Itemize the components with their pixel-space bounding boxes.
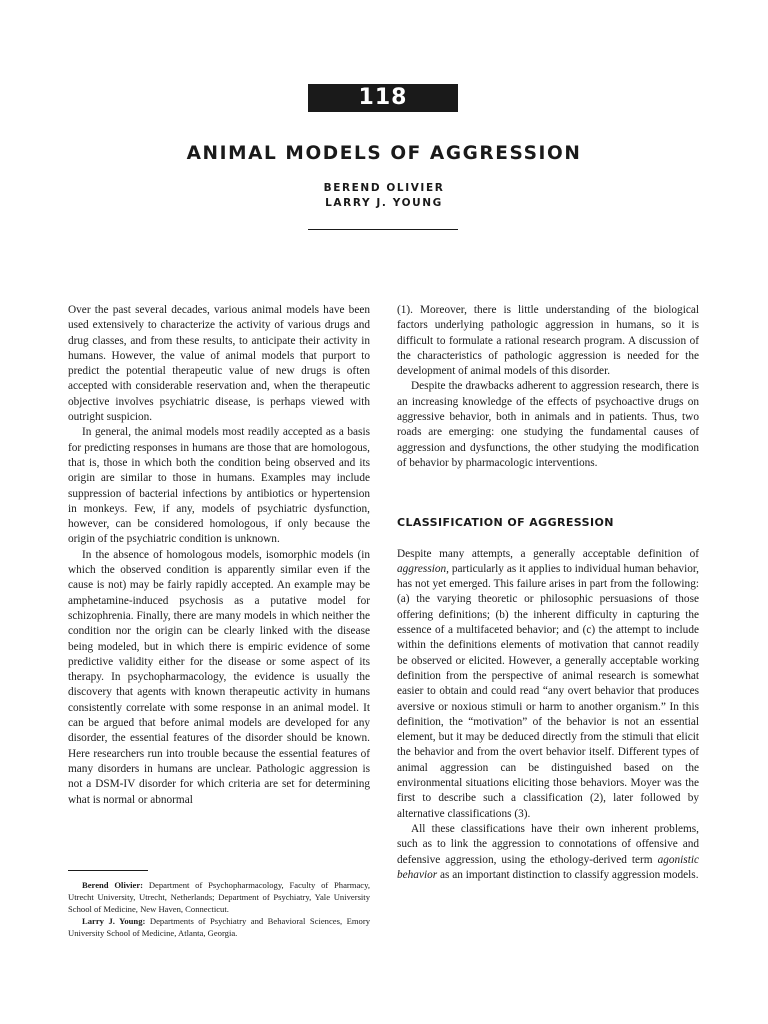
left-column: [68, 303, 370, 808]
body-paragraph: In general, the animal models most readily accepted as a basis for predicting responses in humans are those that are homologous, that is, those in which both the condition being observed and its origin are similar to those in humans. Examples may include suppression of bacterial infections by antibiotics or hypertension in monkeys. Few, if any, models of psychiatric dysfunction, however, can be considered homologous, if only because the origin of the psychiatric condition is unknown.: [68, 426, 370, 546]
footnote-author: Berend Olivier:: [82, 880, 144, 890]
title-divider: [308, 229, 458, 230]
chapter-number-badge: 118: [308, 84, 458, 112]
article-title: ANIMAL MODELS OF AGGRESSION: [186, 143, 582, 164]
body-paragraph: [397, 547, 699, 822]
footnote-author: Larry J. Young:: [82, 916, 146, 926]
author-list: [0, 181, 768, 211]
footnote-text: Departments of Psychiatry and Behavioral Sciences, Emory University School of Medicine, Atlanta, Georgia.: [68, 916, 370, 938]
emphasis-term: aggression,: [397, 562, 449, 575]
body-paragraph: Over the past several decades, various animal models have been used extensively to characterize the activity of various drugs and drug classes, and from these results, to anticipate their activity in humans. However, the value of animal models that purport to predict the potential therapeutic value of new drugs is often accepted with considerable reservation and, when the therapeutic objective involves psychiatric disease, is perhaps viewed with outright suspicion.: [68, 304, 370, 424]
footnote-divider: [68, 870, 148, 871]
author-name: LARRY J. YOUNG: [325, 197, 443, 209]
body-paragraph: In the absence of homologous models, isomorphic models (in which the observed condition is apparently similar even if the cause is not) may be fairly rapidly accepted. An example may be amphetamine-induced psychosis as a putative model for schizophrenia. Finally, there are many models in which neither the condition nor the origin can be clearly linked with the disease being modeled, but in which there is empiric evidence of some predictive validity either for the disease or some aspect of its therapy. In psychopharmacology, the evidence is usually the discovery that agents with known therapeutic activity in humans consistently correlate with some response in an animal model. It can be argued that before animal models are developed for any disorder, the essential features of the disorder should be known. Here researchers run into trouble because the essential features of many disorders in humans are unclear. Pathologic aggression is not a DSM-IV disorder for which criteria are set for determining what is normal or abnormal: [68, 548, 370, 806]
section-heading: CLASSIFICATION OF AGGRESSION: [397, 516, 614, 530]
footnote-text: Department of Psychopharmacology, Faculty of Pharmacy, Utrecht University, Utrecht, Netherlands; Department of Psychiatry, Yale University School of Medicine, New Haven, Connecticut.: [68, 880, 370, 914]
footnote: [68, 879, 370, 915]
text-run: as an important distinction to classify aggression models.: [437, 868, 699, 881]
right-column: [397, 303, 699, 883]
text-run: particularly as it applies to individual human behavior, has not yet emerged. This failure arises in part from the following: (a) the varying theoretic or philosophic persuasions of those offering definitions; (b) the inherent difficulty in capturing the essence of a multifaceted behavior; and (c) the attempt to include within the definitions elements of motivation that cannot readily be observed or elicited. However, a generally acceptable working definition from the perspective of animal research is somewhat easier to obtain and could read “any overt behavior that produces aversive or noxious stimuli or harm to another organism.” In this definition, the “motivation” of the behavior is not an essential element, but it may be deduced directly from the stimuli that elicit the behavior and from the overt behavior itself. Different types of animal aggression can be distinguished based on the environmental situations eliciting those behaviors. Moyer was the first to describe such a classification (2), later followed by alternative classifications (3).: [397, 562, 699, 820]
emphasis-term: agonistic behavior: [397, 853, 699, 881]
author-affiliations: [68, 879, 370, 939]
footnote: [68, 915, 370, 939]
text-run: Despite many attempts, a generally acceptable definition of: [397, 547, 699, 560]
body-paragraph: [397, 822, 699, 883]
body-paragraph: Despite the drawbacks adherent to aggression research, there is an increasing knowledge of the effects of psychoactive drugs on aggressive behavior, both in animals and in patients. Thus, two roads are emerging: one studying the fundamental causes of aggression and dysfunctions, the other studying the modification of behavior by pharmacologic interventions.: [397, 380, 699, 469]
author-name: BEREND OLIVIER: [323, 182, 445, 194]
text-run: All these classifications have their own inherent problems, such as to link the aggression to connotations of offensive and defensive aggression, using the ethology-derived term: [397, 822, 699, 866]
body-paragraph: (1). Moreover, there is little understanding of the biological factors underlying pathologic aggression in humans, so it is difficult to formulate a rational research program. A discussion of the characteristics of pathologic aggression is needed for the development of animal models of this disorder.: [397, 304, 699, 378]
